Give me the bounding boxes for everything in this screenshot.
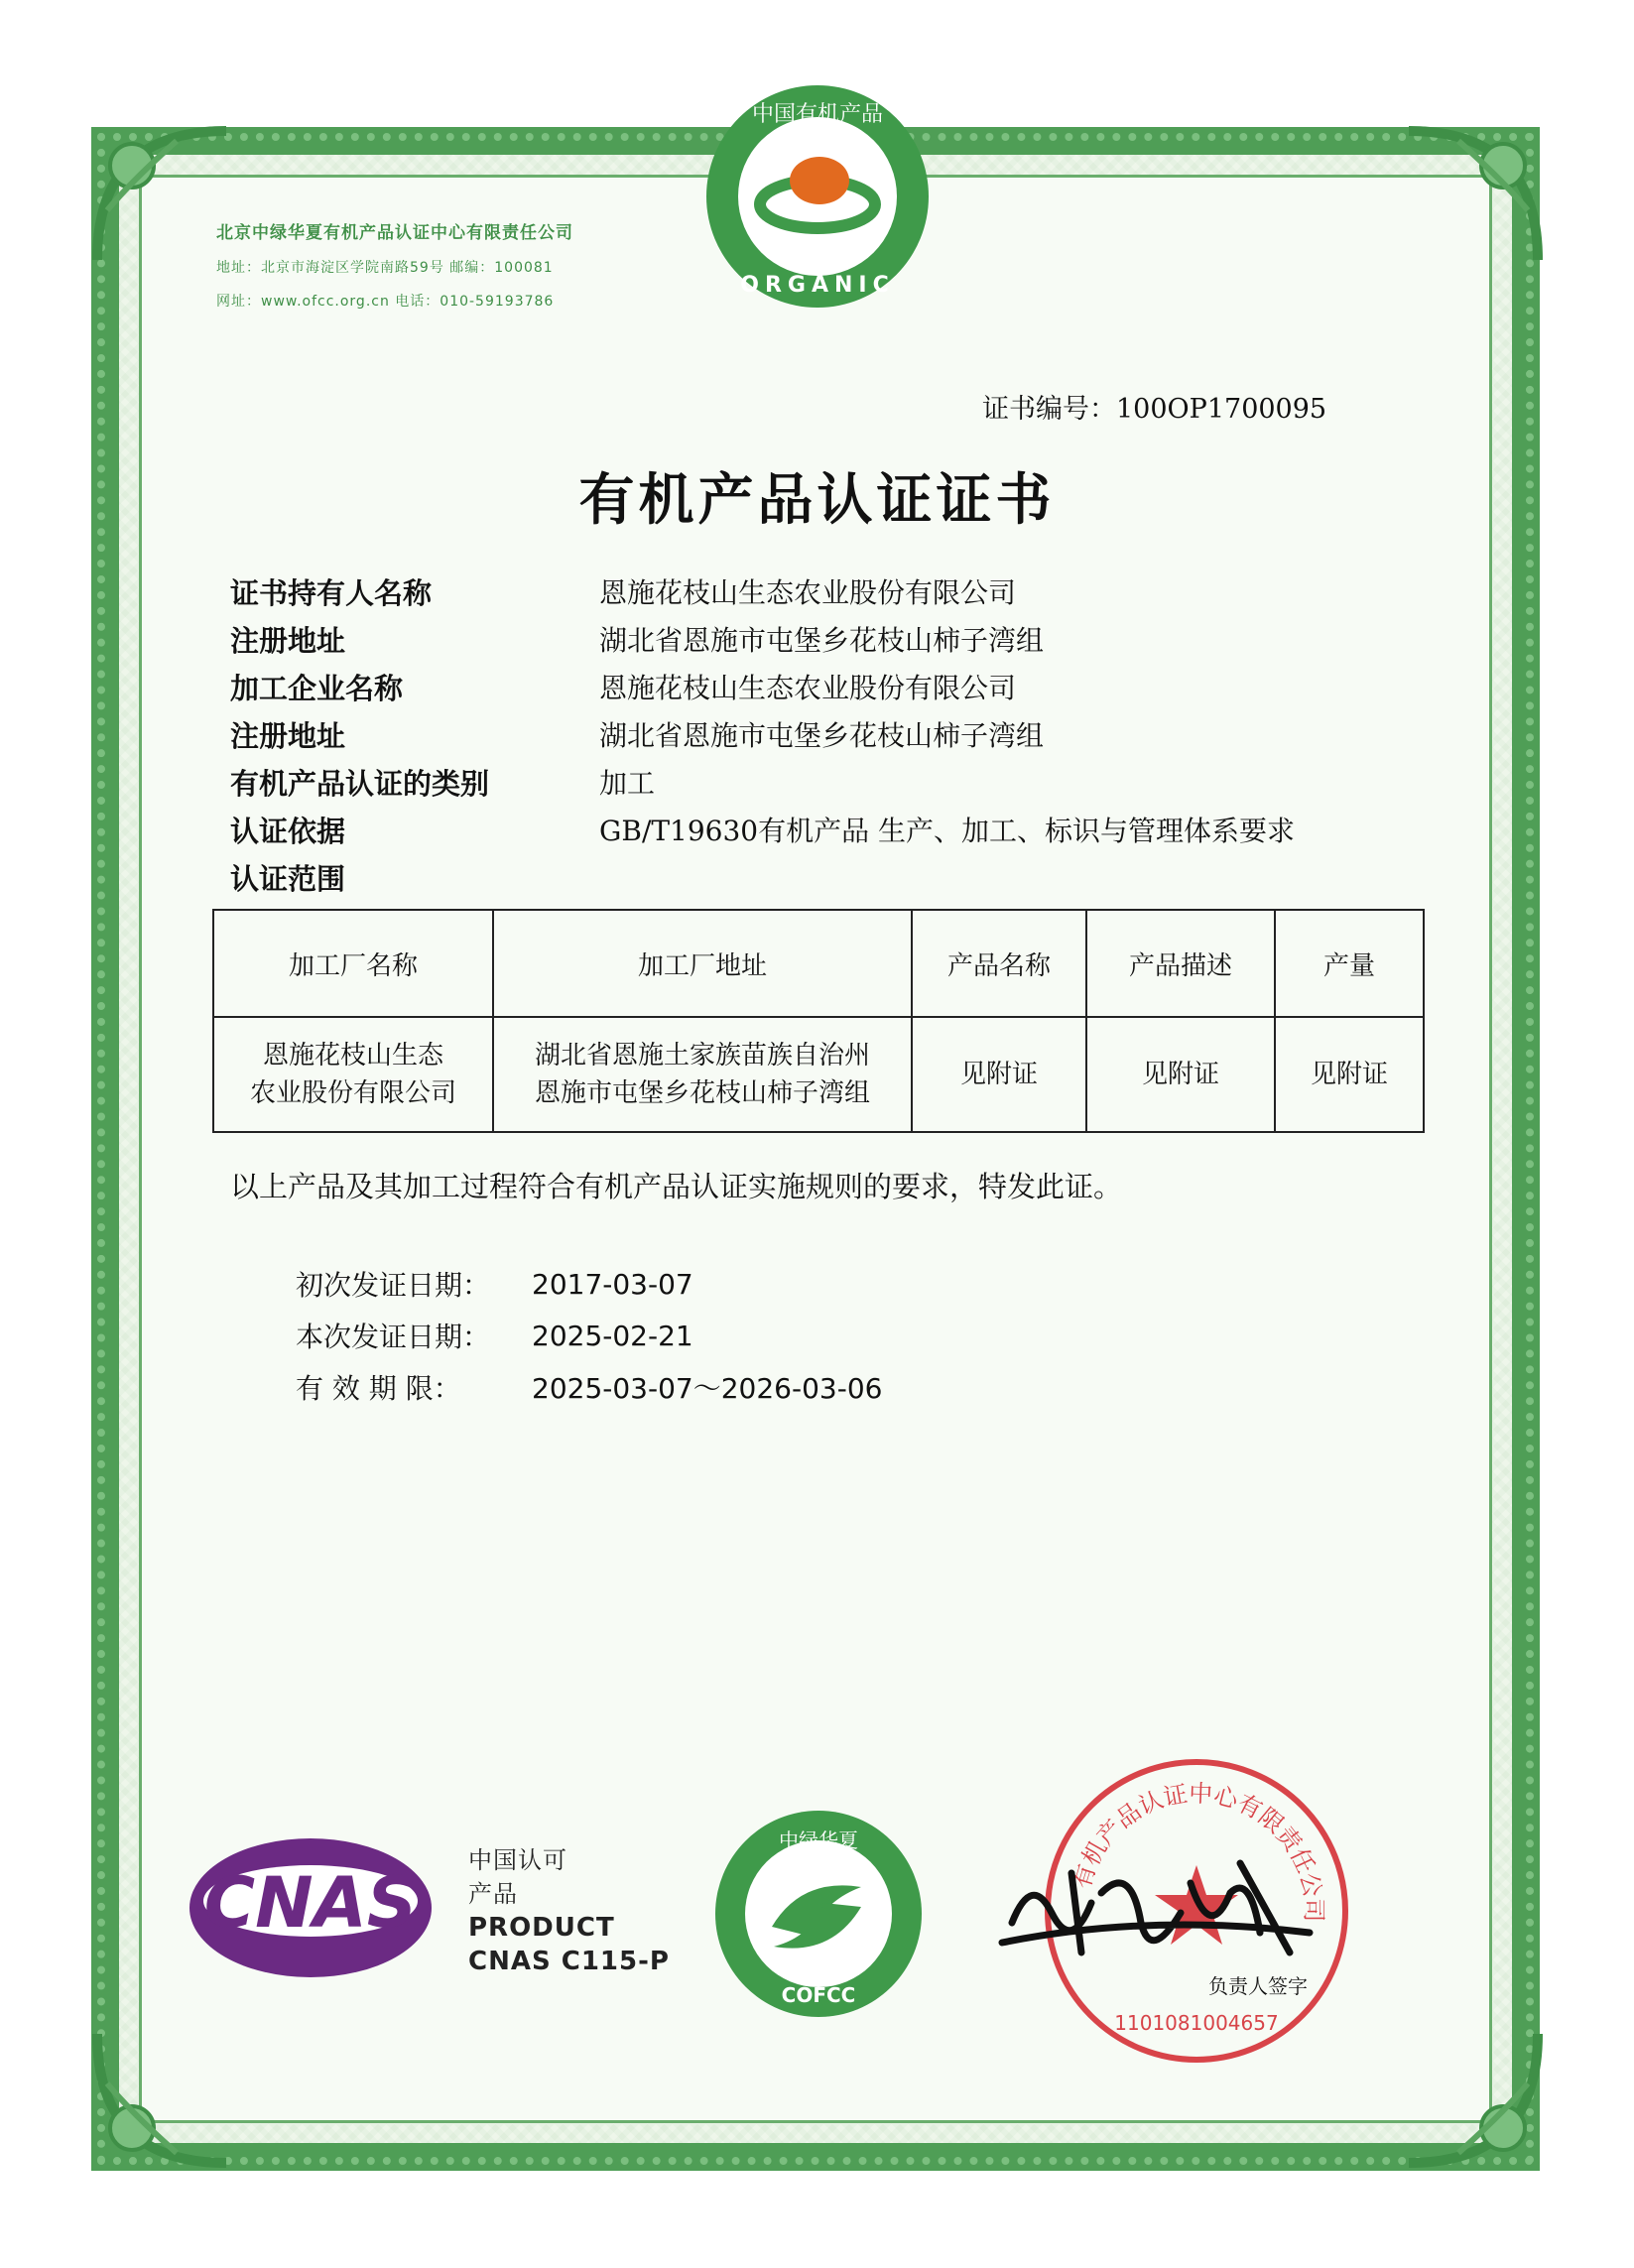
- table-row: [213, 1017, 1424, 1132]
- cnas-line: 中国认可: [468, 1846, 567, 1874]
- field-value: GB/T19630有机产品 生产、加工、标识与管理体系要求: [599, 815, 1296, 847]
- cnas-line: PRODUCT: [468, 1913, 615, 1943]
- field-row: [230, 853, 1295, 901]
- seal-number: 1101081004657: [1114, 2011, 1279, 2035]
- ornament-corner-top-right: [1399, 121, 1548, 270]
- field-row: [230, 710, 1295, 758]
- field-label: 认证范围: [230, 861, 346, 896]
- issuer-block: [216, 218, 573, 311]
- date-value: 2025-02-21: [532, 1319, 693, 1352]
- date-value: 2017-03-07: [532, 1267, 693, 1301]
- issuer-contact: 网址：www.ofcc.org.cn 电话：010-59193786: [216, 294, 555, 310]
- field-value: 恩施花枝山生态农业股份有限公司: [599, 672, 1017, 704]
- organic-logo-top-text: 中国有机产品: [751, 102, 884, 127]
- ornament-corner-bottom-right: [1399, 2024, 1548, 2173]
- table-cell-factory-address: [493, 1017, 912, 1132]
- field-row: [230, 758, 1295, 806]
- issuer-address: 地址：北京市海淀区学院南路59号 邮编：100081: [216, 260, 554, 276]
- date-value: 2025-03-07～2026-03-06: [532, 1372, 883, 1405]
- cofcc-logo-bottom-text: COFCC: [781, 1983, 856, 2007]
- table-cell-product-name: 见附证: [912, 1017, 1086, 1132]
- field-value: 恩施花枝山生态农业股份有限公司: [599, 576, 1017, 609]
- cnas-logo-text: CNAS: [203, 1862, 418, 1944]
- ornament-corner-bottom-left: [87, 2024, 236, 2173]
- field-value: 湖北省恩施市屯堡乡花枝山柿子湾组: [599, 719, 1045, 752]
- table-header-cell: 加工厂地址: [493, 910, 912, 1017]
- scope-table: [212, 909, 1425, 1133]
- certificate-number: 证书编号：100OP1700095: [982, 394, 1327, 425]
- date-row: [296, 1310, 882, 1361]
- factory-name-line: 恩施花枝山生态: [262, 1041, 443, 1071]
- date-label: 本次发证日期：: [296, 1321, 491, 1353]
- field-label: 认证依据: [230, 814, 346, 848]
- field-label: 有机产品认证的类别: [230, 766, 490, 801]
- cnas-logo: [187, 1835, 435, 1980]
- factory-address-line: 恩施市屯堡乡花枝山柿子湾组: [534, 1078, 870, 1108]
- ornament-corner-top-left: [87, 121, 236, 270]
- certificate-title: 有机产品认证证书: [578, 468, 1056, 533]
- table-header-cell: 产量: [1275, 910, 1424, 1017]
- date-row: [296, 1258, 882, 1310]
- field-value: 湖北省恩施市屯堡乡花枝山柿子湾组: [599, 624, 1045, 657]
- organic-logo-bottom-text: ORGANIC: [740, 273, 895, 298]
- field-row: [230, 567, 1295, 615]
- field-row: [230, 663, 1295, 710]
- cofcc-logo-top-text: 中绿华夏: [779, 1828, 858, 1852]
- date-label: 有 效 期 限：: [296, 1372, 461, 1405]
- field-row: [230, 806, 1295, 853]
- factory-name-line: 农业股份有限公司: [249, 1078, 456, 1108]
- table-header-cell: 产品名称: [912, 910, 1086, 1017]
- table-header-row: [213, 910, 1424, 1017]
- field-row: [230, 615, 1295, 663]
- issuer-name: 北京中绿华夏有机产品认证中心有限责任公司: [216, 223, 573, 243]
- cnas-line: CNAS C115-P: [468, 1947, 670, 1976]
- field-value: 加工: [599, 767, 656, 800]
- field-label: 加工企业名称: [230, 671, 404, 705]
- table-cell-output: 见附证: [1275, 1017, 1424, 1132]
- certificate-fields: [230, 567, 1295, 901]
- signature-label: 负责人签字: [1208, 1974, 1308, 1998]
- table-cell-product-desc: 见附证: [1086, 1017, 1275, 1132]
- compliance-statement: 以上产品及其加工过程符合有机产品认证实施规则的要求，特发此证。: [230, 1170, 1123, 1203]
- cnas-line: 产品: [468, 1880, 518, 1908]
- organic-product-logo: [702, 81, 933, 312]
- cnas-accreditation-text: [468, 1843, 670, 1978]
- date-row: [296, 1361, 882, 1413]
- dates-block: [296, 1258, 882, 1413]
- cofcc-logo: [712, 1808, 925, 2020]
- table-header-cell: 产品描述: [1086, 910, 1275, 1017]
- date-label: 初次发证日期：: [296, 1269, 491, 1302]
- seal-arc-text: 有机产品认证中心有限责任公司: [1068, 1779, 1328, 1923]
- handwritten-signature: [992, 1853, 1320, 1972]
- table-cell-factory-name: [213, 1017, 493, 1132]
- field-label: 注册地址: [230, 623, 346, 658]
- field-label: 证书持有人名称: [230, 575, 433, 610]
- field-label: 注册地址: [230, 718, 346, 753]
- factory-address-line: 湖北省恩施土家族苗族自治州: [534, 1041, 870, 1071]
- table-header-cell: 加工厂名称: [213, 910, 493, 1017]
